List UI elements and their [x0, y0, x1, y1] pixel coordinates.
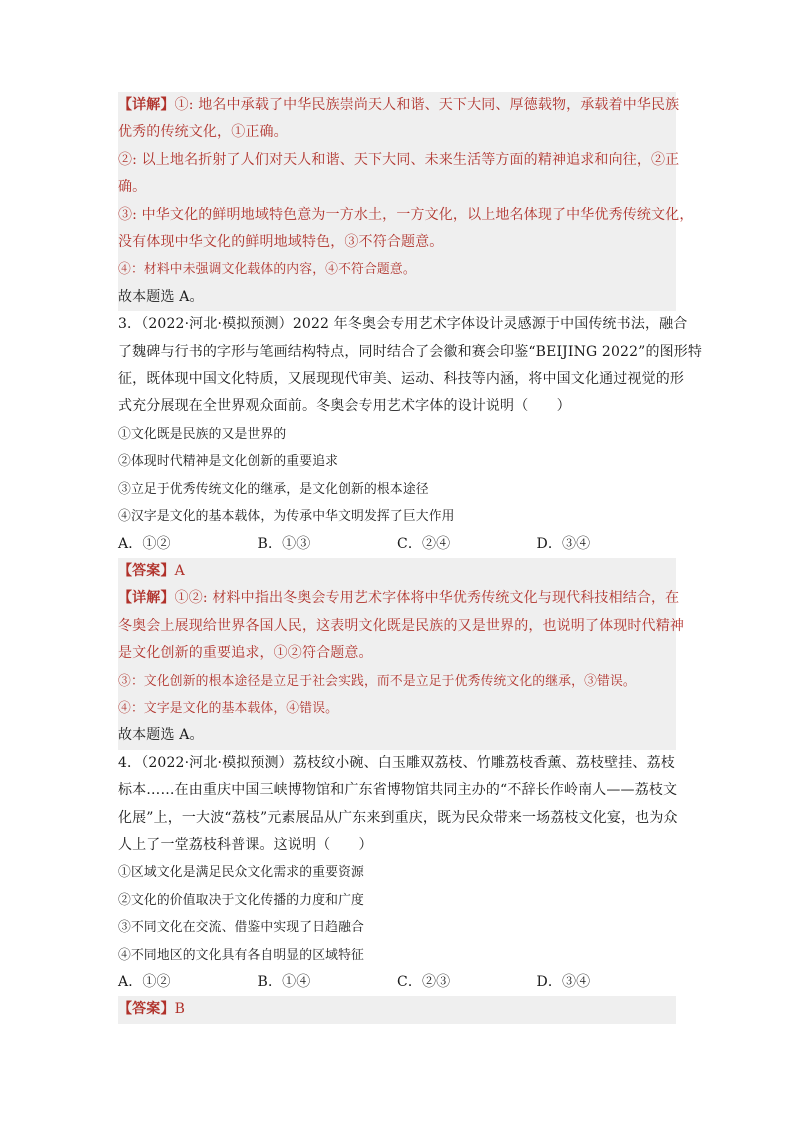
statement-item: ②文化的价值取决于文化传播的力度和广度 — [118, 892, 364, 908]
answer-tag: 【答案】 — [118, 562, 175, 579]
statement-item: ①区域文化是满足民众文化需求的重要资源 — [118, 865, 364, 881]
statement-item: ④汉字是文化的基本载体，为传承中华文明发挥了巨大作用 — [118, 509, 455, 525]
answer-line — [118, 558, 676, 585]
option-b: B．①③ — [257, 535, 311, 552]
option-c: C．②③ — [397, 974, 451, 990]
question-stem-line: 征，既体现中国文化特质，又展现现代审美、运动、科技等内涵，将中国文化通过视觉的形 — [118, 371, 684, 388]
detail-tag: 【详解】 — [118, 97, 175, 113]
question-stem-line: 式充分展现在全世界观众面前。冬奥会专用艺术字体的设计说明（ ） — [118, 398, 571, 415]
detail-line: 【详解】①②: 材料中指出冬奥会专用艺术字体将中华优秀传统文化与现代科技相结合，在 — [118, 585, 676, 612]
detail-line: 优秀的传统文化，①正确。 — [118, 119, 676, 146]
detail-line: ②: 以上地名折射了人们对天人和谐、天下大同、未来生活等方面的精神追求和向往，②正 — [118, 147, 676, 174]
question-stem-line: 标本……在由重庆中国三峡博物馆和广东省博物馆共同主办的“不辞长作岭南人——荔枝文 — [118, 782, 678, 799]
question-3 — [118, 311, 703, 750]
option-c: C．②④ — [397, 535, 451, 552]
answer-value: A — [174, 562, 185, 579]
option-d: D．③④ — [536, 535, 591, 552]
detail-block-q2 — [118, 92, 694, 311]
answer-tag: 【答案】 — [118, 1001, 175, 1018]
detail-line: 没有体现中华文化的鲜明地域特色，③不符合题意。 — [118, 229, 676, 256]
question-4 — [118, 750, 676, 1024]
statement-item: ②体现时代精神是文化创新的重要追求 — [118, 454, 339, 470]
detail-line: 是文化创新的重要追求，①②符合题意。 — [118, 640, 676, 667]
option-d: D．③④ — [536, 974, 591, 990]
option-a: A．①② — [118, 535, 171, 552]
question-stem-line: 4．（2022·河北·模拟预测）荔枝纹小碗、白玉雕双荔枝、竹雕荔枝香薰、荔枝壁挂、荔枝 — [118, 754, 675, 771]
question-stem-line: 了魏碑与行书的字形与笔画结构特点，同时结合了会徽和赛会印鉴“BEIJING 2022”的图形特 — [118, 343, 703, 360]
detail-line: ③：文化创新的根本途径是立足于社会实践，而不是立足于优秀传统文化的继承，③错误。 — [118, 668, 676, 695]
detail-tag: 【详解】 — [118, 590, 175, 607]
option-a: A．①② — [118, 974, 171, 990]
conclusion-line: 故本题选 A。 — [118, 284, 676, 311]
statement-item: ③立足于优秀传统文化的继承，是文化创新的根本途径 — [118, 481, 429, 497]
detail-line: 冬奥会上展现给世界各国人民，这表明文化既是民族的又是世界的，也说明了体现时代精神 — [118, 613, 676, 640]
detail-line: ③: 中华文化的鲜明地域特色意为一方水土，一方文化，以上地名体现了中华优秀传统文化， — [118, 202, 676, 229]
answer-options — [118, 969, 676, 996]
statement-item: ③不同文化在交流、借鉴中实现了日趋融合 — [118, 920, 364, 936]
question-stem-line: 3．（2022·河北·模拟预测）2022 年冬奥会专用艺术字体设计灵感源于中国传统书法，融合 — [118, 316, 688, 333]
question-stem-line: 人上了一堂荔枝科普课。这说明（ ） — [118, 836, 373, 853]
detail-line: 确。 — [118, 174, 676, 201]
answer-line — [118, 996, 676, 1023]
statement-item: ①文化既是民族的又是世界的 — [118, 426, 287, 442]
answer-value: B — [174, 1001, 186, 1018]
statement-item: ④不同地区的文化具有各自明显的区域特征 — [118, 947, 364, 963]
question-stem-line: 化展”上，一大波“荔枝”元素展品从广东来到重庆，既为民众带来一场荔枝文化宴，也为众 — [118, 809, 678, 826]
answer-options — [118, 531, 676, 558]
conclusion-line: 故本题选 A。 — [118, 722, 676, 749]
detail-line: ④：文字是文化的基本载体，④错误。 — [118, 695, 676, 722]
option-b: B．①④ — [257, 974, 311, 990]
document-page — [118, 92, 703, 1024]
detail-line: 【详解】①: 地名中承载了中华民族崇尚天人和谐、天下大同、厚德载物，承载着中华民族 — [118, 92, 676, 119]
detail-line: ④：材料中未强调文化载体的内容，④不符合题意。 — [118, 256, 676, 283]
